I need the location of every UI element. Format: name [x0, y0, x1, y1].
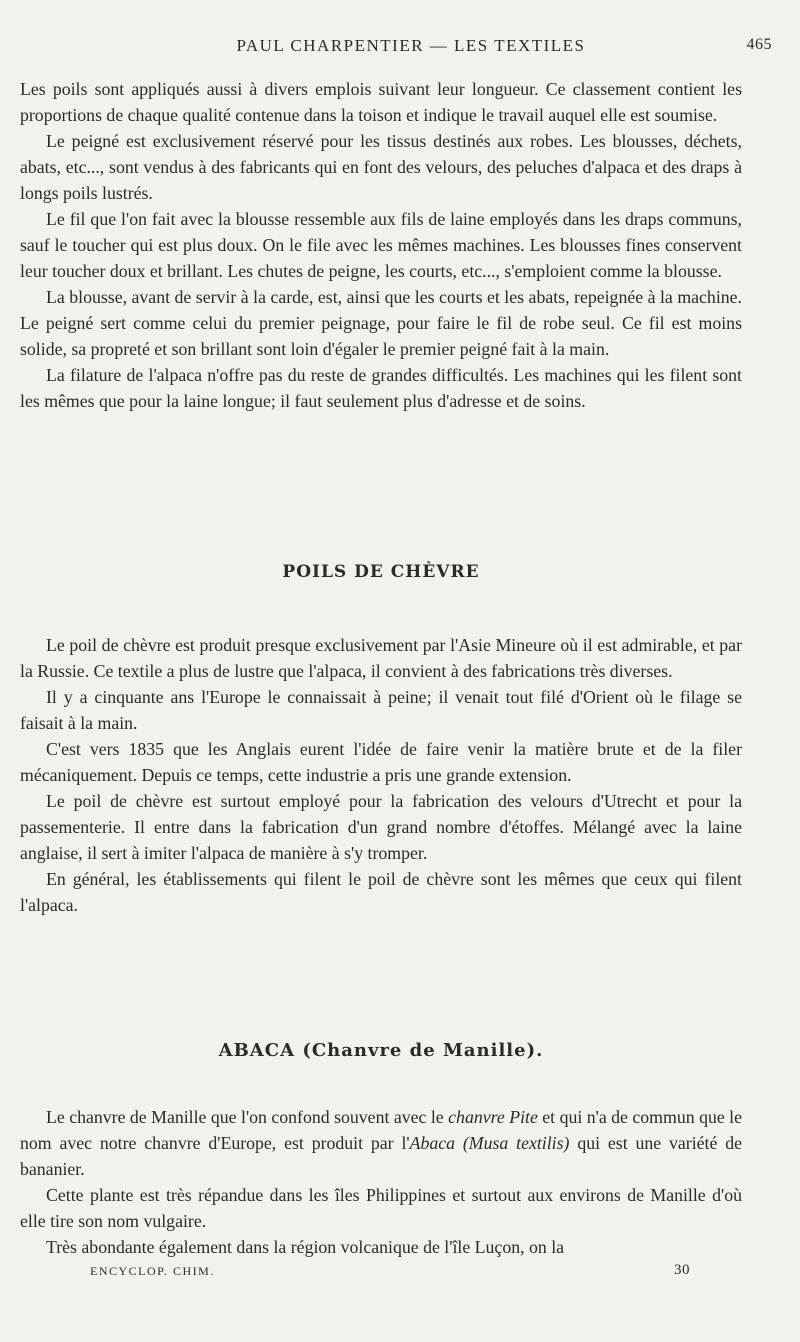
printer-signature: ENCYCLOP. CHIM.: [90, 1264, 215, 1278]
page-number: 465: [746, 36, 772, 53]
section-heading-poils-de-chevre: POILS DE CHÈVRE: [282, 562, 480, 582]
paragraph: Cette plante est très répandue dans les îles Philippines et surtout aux environs de Manille d'où elle tire son nom vulgaire.: [20, 1185, 742, 1231]
paragraph: Les poils sont appliqués aussi à divers emplois suivant leur longueur. Ce classement contient les proportions de chaque qualité contenue dans la toison et indique le travail auquel elle est soumise.: [20, 79, 742, 125]
paragraph: Le poil de chèvre est produit presque exclusivement par l'Asie Mineure où il est admirable, et par la Russie. Ce textile a plus de lustre que l'alpaca, il convient à des fabrications très diverses.: [20, 635, 742, 681]
page-header: [20, 36, 772, 66]
italic-term: Abaca (Musa textilis): [409, 1133, 570, 1153]
text-run: et qui n'a de commun que le nom avec notre chanvre d'Europe, est produit par l': [20, 1107, 743, 1153]
text-run: qui est une variété de bananier.: [20, 1133, 742, 1179]
section-abaca: [20, 1104, 742, 1260]
paragraph: [20, 1104, 742, 1182]
section-poils-de-chevre: [20, 632, 742, 918]
paragraph: Le peigné est exclusivement réservé pour les tissus destinés aux robes. Les blousses, déchets, abats, etc..., sont vendus à des fabricants qui en font des velours, des peluches d'alpaca et des draps à longs poils lustrés.: [20, 131, 742, 203]
paragraph: Le poil de chèvre est surtout employé pour la fabrication des velours d'Utrecht et pour la passementerie. Il entre dans la fabrication d'un grand nombre d'étoffes. Mélangé avec la laine anglaise, il sert à imiter l'alpaca de manière à s'y tromper.: [20, 791, 742, 863]
running-title: PAUL CHARPENTIER — LES TEXTILES: [236, 36, 586, 55]
section-alpaca-continued: [20, 76, 742, 414]
text-run: Le chanvre de Manille que l'on confond souvent avec le: [46, 1107, 449, 1127]
paragraph: Très abondante également dans la région volcanique de l'île Luçon, on la: [46, 1237, 565, 1257]
paragraph: En général, les établissements qui filent le poil de chèvre sont les mêmes que ceux qui filent l'alpaca.: [20, 869, 742, 915]
paragraph: Le fil que l'on fait avec la blousse ressemble aux fils de laine employés dans les draps communs, sauf le toucher qui est plus doux. On le file avec les mêmes machines. Les blousses fines conservent leur toucher doux et brillant. Les chutes de peigne, les courts, etc..., s'emploient comme la blousse.: [20, 209, 742, 281]
sheet-number: 30: [674, 1262, 690, 1278]
paragraph: La blousse, avant de servir à la carde, est, ainsi que les courts et les abats, repeignée à la machine. Le peigné sert comme celui du premier peignage, pour faire le fil de robe seul. Ce fil est moins solide, sa propreté et son brillant sont loin d'égaler le premier peigné fait à la main.: [20, 287, 742, 359]
paragraph: La filature de l'alpaca n'offre pas du reste de grandes difficultés. Les machines qui les filent sont les mêmes que pour la laine longue; il faut seulement plus d'adresse et de soins.: [20, 365, 742, 411]
paragraph: C'est vers 1835 que les Anglais eurent l'idée de faire venir la matière brute et de la filer mécaniquement. Depuis ce temps, cette industrie a pris une grande extension.: [20, 739, 742, 785]
italic-term: chanvre Pite: [448, 1107, 538, 1127]
paragraph: Il y a cinquante ans l'Europe le connaissait à peine; il venait tout filé d'Orient où le filage se faisait à la main.: [20, 687, 742, 733]
page-footer: [90, 1262, 690, 1284]
section-heading-abaca: ABACA (Chanvre de Manille).: [218, 1040, 544, 1061]
